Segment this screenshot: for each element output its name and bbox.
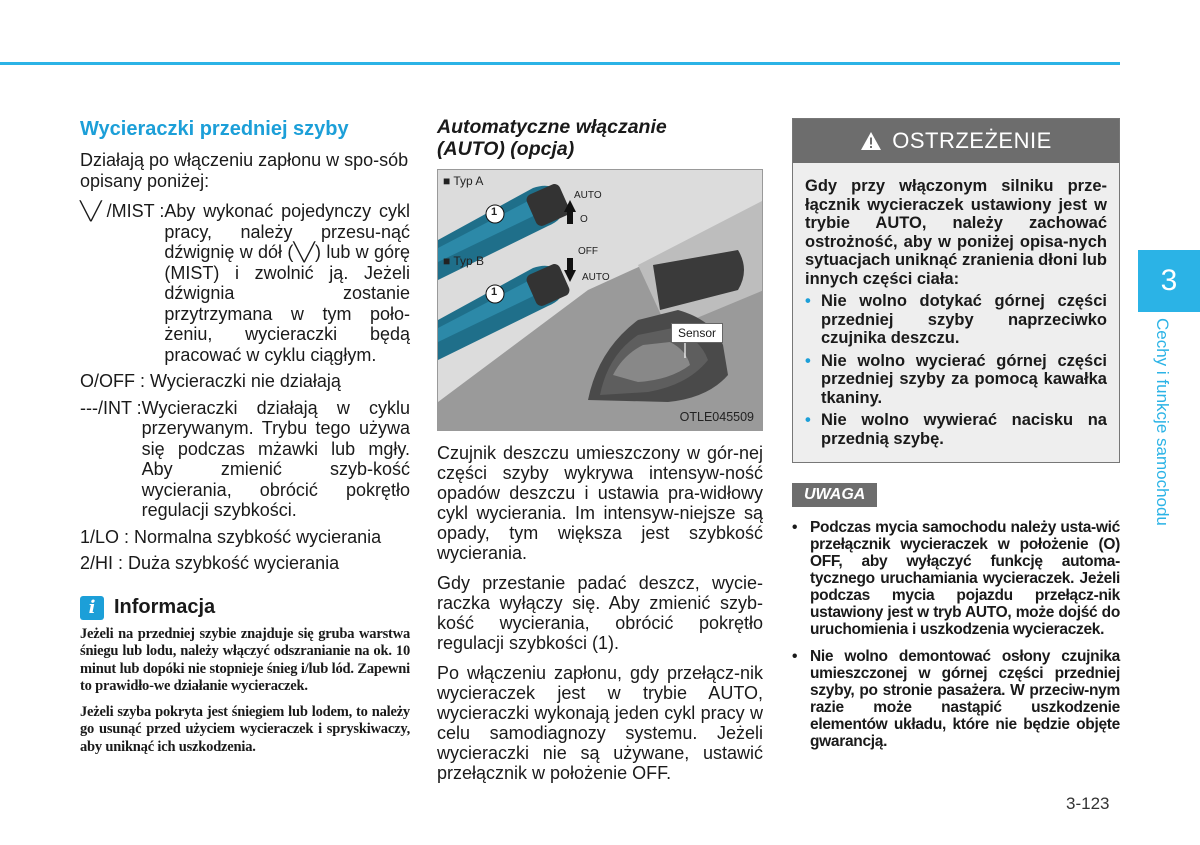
chapter-number-tab: 3: [1138, 250, 1200, 312]
chapter-title: [1150, 318, 1178, 558]
paragraph: Czujnik deszczu umieszczony w gór-nej części szyby wykrywa intensyw-ność opadów deszczu i ustawia pra-widłowy cykl wycierania. Im intensyw-niejsze są opady, tym większa jest szybkość wycierania.: [437, 443, 763, 563]
warning-body: [793, 163, 1119, 462]
info-paragraph: Jeżeli na przedniej szybie znajduje się gruba warstwa śniegu lub lodu, należy włączyć odszranianie na ok. 10 minut lub dopóki nie stopnieje śnieg i/lub lód. Zapewni to prawidło-we działanie wycieraczek.: [80, 625, 410, 694]
bullet-icon: •: [805, 411, 811, 429]
chapter-title-text: Cechy i funkcje samochodu: [1153, 318, 1172, 526]
subsection-title: [437, 116, 763, 160]
subsection-title-line2: (AUTO) (opcja): [437, 138, 575, 160]
info-title: Informacja: [114, 596, 216, 618]
warning-list: [805, 292, 1107, 448]
info-icon: i: [80, 596, 104, 620]
list-item: • Nie wolno dotykać górnej części przedniej szyby naprzeciwko czujnika deszczu.: [805, 292, 1107, 347]
column-auto: [437, 116, 763, 783]
sensor-label: Sensor: [671, 323, 723, 343]
def-term: ---/INT :: [80, 397, 142, 418]
def-desc: Normalna szybkość wycierania: [134, 526, 382, 547]
list-item: • Nie wolno wycierać górnej części przedniej szyby za pomocą kawałka tkaniny.: [805, 351, 1107, 407]
info-header: [80, 596, 410, 620]
def-desc: Wycieraczki nie działają: [150, 371, 341, 391]
notice-list: [792, 519, 1120, 750]
wiper-sensor-figure: [437, 169, 763, 431]
subsection-title-line1: Automatyczne włączanie: [437, 116, 667, 138]
section-title: Wycieraczki przedniej szyby: [80, 118, 349, 140]
warning-box: [792, 118, 1120, 463]
def-desc: Wycieraczki działają w cyklu przerywanym. Trybu tego używa się podczas mżawki lub mgły. Aby zmienić szyb-kość wycierania, obrócić pokrętło regulacji szybkości.: [141, 397, 410, 520]
def-term: 1/LO :: [80, 526, 135, 547]
def-mist: [80, 201, 410, 365]
def-int: [80, 398, 410, 521]
list-item: • Nie wolno wywierać nacisku na przednią szybę.: [805, 411, 1107, 448]
def-desc: Duża szybkość wycierania: [128, 553, 340, 573]
warning-icon: [860, 131, 882, 151]
info-paragraph: Jeżeli szyba pokryta jest śniegiem lub lodem, to należy go usunąć przed użyciem wycieraczek i spryskiwaczy, aby uniknąć ich uszkodzenia.: [80, 703, 410, 755]
figure-label-auto-a: AUTO: [574, 190, 602, 201]
figure-label-auto-b: AUTO: [582, 272, 610, 283]
def-term: O/OFF :: [80, 371, 150, 391]
paragraph: Gdy przestanie padać deszcz, wycie-raczka wyłączy się. Aby zmienić szyb-kość wycierania, obrócić pokrętło regulacji szybkości (1).: [437, 573, 763, 653]
column-wipers: [80, 116, 410, 764]
bullet-icon: •: [805, 351, 811, 370]
page-number: 3-123: [1066, 794, 1110, 813]
def-hi: [80, 553, 410, 574]
def-term: 2/HI :: [80, 553, 129, 573]
figure-callout-1: 1: [491, 206, 498, 218]
figure-label-o-a: O: [580, 214, 588, 225]
paragraph: Po włączeniu zapłonu, gdy przełącz-nik wycieraczek jest w trybie AUTO, wycieraczki wykonają jeden cykl pracy w celu samodiagnozy systemu. Jeżeli wycieraczki nie są używane, ustawić przełącznik w położenie OFF.: [437, 663, 763, 783]
figure-code: OTLE045509: [679, 410, 754, 424]
def-term: ╲╱ /MIST :: [80, 201, 165, 221]
def-desc: Aby wykonać pojedynczy cykl pracy, należy przesu-nąć dźwignię w dół (╲╱) lub w górę (MIST) i zwolnić ją. Jeżeli dźwignia zostanie przytrzymana w tym poło-żeniu, wycieraczki będą pracować w cyklu ciągłym.: [164, 201, 410, 365]
bullet-icon: •: [792, 648, 798, 665]
def-lo: [80, 527, 410, 548]
figure-label-type-a: ■ Typ A: [443, 174, 484, 188]
list-item: • Podczas mycia samochodu należy usta-wić przełącznik wycieraczek w położenie (O) OFF, aby wyłączyć funkcję automa-tycznego uruchamiania wycieraczek. Jeżeli podczas mycia pojazdu przełącz-nik ustawiony jest w tryb AUTO, może dojść do uruchomienia i uszkodzenia wycieraczek.: [792, 519, 1120, 638]
notice-badge: UWAGA: [792, 483, 877, 507]
figure-label-off-b: OFF: [578, 246, 598, 257]
figure-label-type-b: ■ Typ B: [443, 254, 485, 268]
warning-title: OSTRZEŻENIE: [892, 128, 1052, 153]
def-off: [80, 371, 410, 392]
list-item: • Nie wolno demontować osłony czujnika umieszczonej w górnej części przedniej szyby, po stronie pasażera. W przeciw-nym razie może nastąpić uszkodzenie elementów układu, które nie będzie objęte gwarancją.: [792, 648, 1120, 750]
bullet-icon: •: [805, 292, 811, 310]
warning-header: [793, 119, 1119, 163]
top-rule: [0, 62, 1120, 65]
figure-illustration: [438, 170, 763, 431]
intro-text: Działają po włączeniu zapłonu w spo-sób opisany poniżej:: [80, 150, 409, 191]
figure-callout-1: 1: [491, 286, 498, 298]
warning-lead: Gdy przy włączonym silniku prze-łącznik wycieraczek ustawiony jest w trybie AUTO, należy zachować ostrożność, aby w poniżej opisa-nych sytuacjach uniknąć zranienia dłoni lub innych części ciała:: [805, 177, 1107, 288]
column-warnings: [792, 118, 1120, 760]
bullet-icon: •: [792, 519, 798, 536]
